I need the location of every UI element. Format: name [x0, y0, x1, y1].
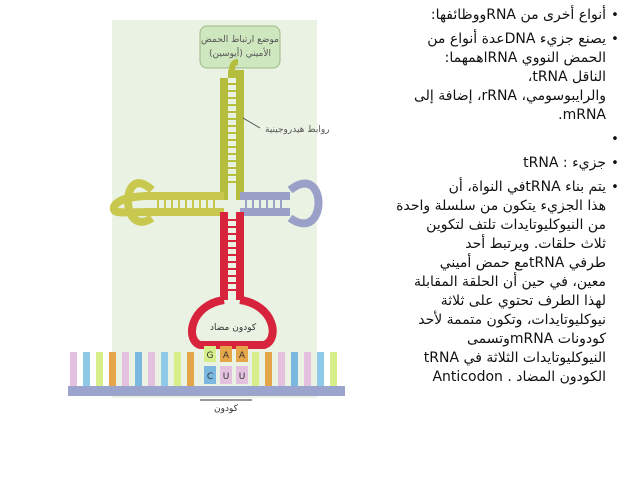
- bullet-line: النيوكليوتايدات الثلاثة في tRNA: [423, 350, 606, 366]
- anticodon-base-2: A: [222, 351, 230, 361]
- bullet-text: [340, 30, 606, 125]
- mrna-nucleotide: [109, 352, 116, 386]
- text-panel: [340, 6, 624, 392]
- bullet-item: [340, 154, 624, 173]
- mrna-nucleotide: [330, 352, 337, 386]
- bullet-text: [340, 130, 606, 149]
- mrna-nucleotide: [96, 352, 103, 386]
- bullet-line: طرفي tRNAمع حمض أميني: [439, 255, 606, 271]
- bullet-line: لهذا الطرف تحتوي على ثلاثة: [440, 293, 606, 309]
- bullet-text: [340, 178, 606, 387]
- bullet-line: الكودون المضاد . Anticodon: [432, 369, 606, 385]
- anticodon-label: كودون مضاد: [210, 323, 257, 333]
- mrna-nucleotide: [187, 352, 194, 386]
- bullet-line: هذا الجزيء يتكون من سلسلة واحدة: [396, 198, 606, 214]
- anticodon-base-1: G: [206, 351, 214, 361]
- bullet-line: الناقل tRNA،: [527, 69, 606, 85]
- mrna-nucleotide: [317, 352, 324, 386]
- bullet-line: [340, 130, 606, 149]
- bullet-item: [340, 130, 624, 149]
- mrna-nucleotide: [122, 352, 129, 386]
- amino-acid-site-label-line1: موضع ارتباط الحمض: [200, 35, 280, 45]
- mrna-nucleotide: [135, 352, 142, 386]
- bullet-line: mRNA.: [558, 107, 606, 123]
- mrna-nucleotide: [278, 352, 285, 386]
- codon-base-3: U: [238, 372, 246, 382]
- bullet-line: معين، في حين أن الحلقة المقابلة: [413, 274, 606, 290]
- mrna-nucleotide: [252, 352, 259, 386]
- bullet-dot-icon: •: [611, 156, 619, 171]
- bullet-line: يصنع جزيء DNAعدة أنواع من: [427, 31, 606, 47]
- bullet-line: والرايبوسومي، rRNA، إضافة إلى: [413, 88, 606, 104]
- mrna-nucleotide: [83, 352, 90, 386]
- bullet-line: نيوكليوتايدات، وتكون متممة لأحد: [418, 312, 606, 328]
- bullet-dot-icon: •: [611, 8, 619, 23]
- hydrogen-bonds-label: روابط هيدروجينية: [265, 125, 330, 135]
- amino-acid-site-box: [200, 26, 280, 68]
- bullet-line: جزيء : tRNA: [523, 155, 606, 171]
- bullet-dot-icon: •: [611, 132, 619, 147]
- codon-base-1: C: [206, 372, 214, 382]
- mrna-nucleotide: [70, 352, 77, 386]
- bullet-item: [340, 178, 624, 387]
- bullet-dot-icon: •: [611, 32, 619, 47]
- codon-base-2: U: [222, 372, 230, 382]
- mrna-nucleotide: [148, 352, 155, 386]
- mrna-nucleotide: [161, 352, 168, 386]
- bullet-dot-icon: •: [611, 180, 619, 195]
- bullet-line: أنواع أخرى من RNAووظائفها:: [430, 7, 606, 23]
- codon-bases: [204, 366, 248, 384]
- anticodon-bases: [204, 346, 248, 362]
- bullet-line: يتم بناء tRNAفي النواة، أن: [448, 179, 606, 195]
- bullet-text: [340, 6, 606, 25]
- amino-acid-site-label-line2: الأميني (أيوسين): [208, 49, 272, 59]
- mrna-nucleotide: [291, 352, 298, 386]
- bullet-item: [340, 6, 624, 25]
- bullet-item: [340, 30, 624, 125]
- bullet-line: الحمض النووي RNAاهمهما:: [444, 50, 606, 66]
- codon-label: كودون: [214, 404, 238, 414]
- anticodon-base-3: A: [238, 351, 246, 361]
- bullet-line: ثلاث حلقات. ويرتبط أحد: [465, 236, 606, 252]
- mrna-nucleotide: [304, 352, 311, 386]
- bullet-line: كودونات mRNAوتسمى: [466, 331, 606, 347]
- mrna-nucleotide: [265, 352, 272, 386]
- mrna-nucleotide: [174, 352, 181, 386]
- bullet-text: [340, 154, 606, 173]
- bullet-line: من النيوكليوتايدات تلتف لتكوين: [426, 217, 606, 233]
